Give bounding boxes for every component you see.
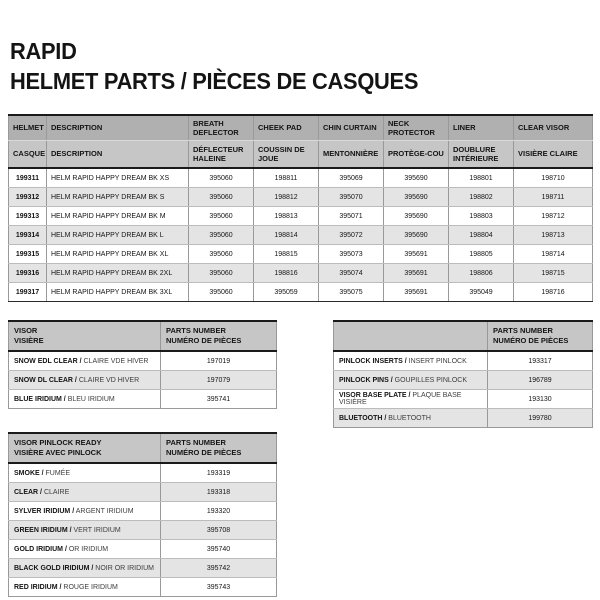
part-number-cell: 395060 (189, 168, 254, 188)
column-header: CHEEK PAD (254, 115, 319, 141)
part-number-cell: 395741 (161, 390, 277, 409)
table-row (334, 351, 593, 371)
visor-label-cell (9, 371, 161, 390)
accessories-header-cell (334, 321, 488, 351)
pinlock-visor-label-cell (9, 540, 161, 559)
table-row (334, 409, 593, 428)
visor-header-cell (9, 321, 161, 351)
part-number-cell: 395690 (384, 207, 449, 226)
part-number-cell: 395691 (384, 283, 449, 302)
description-cell: HELM RAPID HAPPY DREAM BK 3XL (47, 283, 189, 302)
part-number-cell: 198804 (449, 226, 514, 245)
label-fr: ARGENT IRIDIUM (75, 507, 134, 515)
header-line-en: PARTS NUMBER (166, 438, 226, 448)
accessory-label-cell (334, 351, 488, 371)
table-row (334, 371, 593, 390)
part-number-cell: 395072 (319, 226, 384, 245)
column-header-fr: DÉFLECTEUR HALEINE (189, 141, 254, 169)
helmet-id-cell: 199312 (9, 188, 47, 207)
label-en: GOLD IRIDIUM / (14, 545, 67, 553)
part-number-cell: 198816 (254, 264, 319, 283)
table-row (9, 283, 593, 302)
column-header: LINER (449, 115, 514, 141)
label-fr: NOIR OR IRIDIUM (95, 564, 155, 572)
part-number-cell: 198803 (449, 207, 514, 226)
visor-pinlock-table-header (9, 433, 277, 463)
visor-label-cell (9, 351, 161, 371)
part-number-cell: 395691 (384, 245, 449, 264)
column-header-fr: COUSSIN DE JOUE (254, 141, 319, 169)
label-fr: CLAIRE VD HIVER (78, 376, 140, 384)
part-number-cell: 395690 (384, 168, 449, 188)
part-number-cell: 395069 (319, 168, 384, 188)
part-number-cell: 199780 (488, 409, 593, 428)
part-number-cell: 198811 (254, 168, 319, 188)
part-number-cell: 193130 (488, 390, 593, 409)
part-number-cell: 196789 (488, 371, 593, 390)
part-number-cell: 395059 (254, 283, 319, 302)
part-number-cell: 198713 (514, 226, 593, 245)
helmet-id-cell: 199311 (9, 168, 47, 188)
table-row (9, 578, 277, 597)
label-en: GREEN IRIDIUM / (14, 526, 72, 534)
description-cell: HELM RAPID HAPPY DREAM BK M (47, 207, 189, 226)
part-number-cell: 395060 (189, 226, 254, 245)
label-en: SYLVER IRIDIUM / (14, 507, 75, 515)
helmet-id-cell: 199314 (9, 226, 47, 245)
accessories-table-header (334, 321, 593, 351)
header-row (334, 321, 593, 351)
helmet-parts-table-header (9, 115, 593, 168)
column-header: BREATH DEFLECTOR (189, 115, 254, 141)
accessories-table (333, 320, 593, 428)
part-number-cell: 198813 (254, 207, 319, 226)
label-fr: VERT IRIDIUM (73, 526, 121, 534)
part-number-cell: 198715 (514, 264, 593, 283)
label-en: BLACK GOLD IRIDIUM / (14, 564, 94, 572)
description-cell: HELM RAPID HAPPY DREAM BK S (47, 188, 189, 207)
description-cell: HELM RAPID HAPPY DREAM BK 2XL (47, 264, 189, 283)
part-number-cell: 395049 (449, 283, 514, 302)
column-header-fr: VISIÈRE CLAIRE (514, 141, 593, 169)
description-cell: HELM RAPID HAPPY DREAM BK XS (47, 168, 189, 188)
label-fr: BLUETOOTH (388, 414, 431, 422)
header-line-en: VISOR PINLOCK READY (14, 438, 102, 448)
table-row (9, 521, 277, 540)
table-row (9, 188, 593, 207)
part-number-cell: 198801 (449, 168, 514, 188)
table-row (9, 483, 277, 502)
label-fr: ROUGE IRIDIUM (63, 583, 118, 591)
table-row (9, 540, 277, 559)
table-row (9, 207, 593, 226)
part-number-cell: 193317 (488, 351, 593, 371)
part-number-cell: 198714 (514, 245, 593, 264)
header-line-en: VISOR (14, 326, 38, 336)
parts-number-header-cell (161, 433, 277, 463)
table-row (9, 559, 277, 578)
part-number-cell: 395071 (319, 207, 384, 226)
accessory-label-cell (334, 371, 488, 390)
part-number-cell: 395691 (384, 264, 449, 283)
label-fr: FUMÉE (45, 469, 71, 477)
visor-table (8, 320, 277, 409)
part-number-cell: 198712 (514, 207, 593, 226)
header-line-fr: NUMÉRO DE PIÈCES (493, 336, 569, 345)
part-number-cell: 395740 (161, 540, 277, 559)
header-row-fr (9, 141, 593, 169)
label-fr: OR IRIDIUM (68, 545, 109, 553)
column-header-fr: DOUBLURE INTÉRIEURE (449, 141, 514, 169)
column-header: CLEAR VISOR (514, 115, 593, 141)
pinlock-visor-label-cell (9, 463, 161, 483)
part-number-cell: 395060 (189, 188, 254, 207)
table-row (9, 371, 277, 390)
helmet-id-cell: 199316 (9, 264, 47, 283)
part-number-cell: 395060 (189, 264, 254, 283)
column-header-fr: PROTÈGE-COU (384, 141, 449, 169)
pinlock-visor-label-cell (9, 578, 161, 597)
column-header: CHIN CURTAIN (319, 115, 384, 141)
label-en: VISOR BASE PLATE / (339, 392, 411, 399)
parts-number-header-cell (488, 321, 593, 351)
part-number-cell: 395708 (161, 521, 277, 540)
header-line-en: PARTS NUMBER (166, 326, 226, 336)
label-fr: GOUPILLES PINLOCK (394, 376, 467, 384)
column-header: NECK PROTECTOR (384, 115, 449, 141)
header-line-en: PARTS NUMBER (493, 326, 553, 336)
label-fr: PLAQUE BASE VISIÈRE (339, 392, 462, 406)
part-number-cell: 198814 (254, 226, 319, 245)
helmet-id-cell: 199313 (9, 207, 47, 226)
helmet-id-cell: 199315 (9, 245, 47, 264)
part-number-cell: 395073 (319, 245, 384, 264)
table-row (9, 226, 593, 245)
pinlock-visor-label-cell (9, 483, 161, 502)
part-number-cell: 198812 (254, 188, 319, 207)
label-fr: CLAIRE VDE HIVER (83, 357, 149, 365)
part-number-cell: 198710 (514, 168, 593, 188)
label-fr: INSERT PINLOCK (408, 357, 467, 365)
part-number-cell: 395743 (161, 578, 277, 597)
part-number-cell: 198802 (449, 188, 514, 207)
part-number-cell: 395070 (319, 188, 384, 207)
column-header-fr: DESCRIPTION (47, 141, 189, 169)
title-block (10, 36, 418, 96)
table-row (9, 264, 593, 283)
part-number-cell: 395060 (189, 283, 254, 302)
header-line-fr: NUMÉRO DE PIÈCES (166, 336, 242, 345)
table-row (9, 502, 277, 521)
part-number-cell: 197019 (161, 351, 277, 371)
part-number-cell: 198711 (514, 188, 593, 207)
pinlock-visor-label-cell (9, 559, 161, 578)
label-fr: BLEU IRIDIUM (67, 395, 115, 403)
label-en: PINLOCK INSERTS / (339, 357, 407, 365)
part-number-cell: 395074 (319, 264, 384, 283)
header-line-fr: NUMÉRO DE PIÈCES (166, 448, 242, 457)
column-header: HELMET (9, 115, 47, 141)
label-en: CLEAR / (14, 488, 42, 496)
part-number-cell: 395060 (189, 245, 254, 264)
parts-number-header-cell (161, 321, 277, 351)
part-number-cell: 395690 (384, 226, 449, 245)
part-number-cell: 198815 (254, 245, 319, 264)
visor-label-cell (9, 390, 161, 409)
page-title: RAPID (10, 38, 77, 64)
label-en: SMOKE / (14, 469, 44, 477)
column-header: DESCRIPTION (47, 115, 189, 141)
pinlock-visor-label-cell (9, 521, 161, 540)
header-line-fr: VISIÈRE (14, 336, 44, 345)
part-number-cell: 198805 (449, 245, 514, 264)
description-cell: HELM RAPID HAPPY DREAM BK XL (47, 245, 189, 264)
table-row (9, 168, 593, 188)
page-subtitle: HELMET PARTS / PIÈCES DE CASQUES (10, 68, 419, 94)
visor-pinlock-table (8, 432, 277, 597)
accessory-label-cell (334, 409, 488, 428)
column-header-fr: MENTONNIÈRE (319, 141, 384, 169)
table-row (9, 390, 277, 409)
helmet-id-cell: 199317 (9, 283, 47, 302)
part-number-cell: 395075 (319, 283, 384, 302)
header-row (9, 321, 277, 351)
description-cell: HELM RAPID HAPPY DREAM BK L (47, 226, 189, 245)
table-row (9, 245, 593, 264)
accessory-label-cell (334, 390, 488, 409)
part-number-cell: 198716 (514, 283, 593, 302)
header-line-fr: VISIÈRE AVEC PINLOCK (14, 448, 102, 457)
label-en: SNOW EDL CLEAR / (14, 357, 82, 365)
header-row-en (9, 115, 593, 141)
header-row (9, 433, 277, 463)
visor-table-header (9, 321, 277, 351)
part-number-cell: 197079 (161, 371, 277, 390)
label-fr: CLAIRE (43, 488, 70, 496)
part-number-cell: 395690 (384, 188, 449, 207)
label-en: RED IRIDIUM / (14, 583, 62, 591)
label-en: PINLOCK PINS / (339, 376, 393, 384)
pinlock-visor-label-cell (9, 502, 161, 521)
column-header-fr: CASQUE (9, 141, 47, 169)
label-en: SNOW DL CLEAR / (14, 376, 77, 384)
table-row (9, 463, 277, 483)
part-number-cell: 193318 (161, 483, 277, 502)
part-number-cell: 193319 (161, 463, 277, 483)
label-en: BLUETOOTH / (339, 414, 387, 422)
label-en: BLUE IRIDIUM / (14, 395, 66, 403)
pinlock-header-cell (9, 433, 161, 463)
table-row (334, 390, 593, 409)
part-number-cell: 193320 (161, 502, 277, 521)
table-row (9, 351, 277, 371)
part-number-cell: 395060 (189, 207, 254, 226)
part-number-cell: 198806 (449, 264, 514, 283)
part-number-cell: 395742 (161, 559, 277, 578)
helmet-parts-table (8, 114, 593, 302)
